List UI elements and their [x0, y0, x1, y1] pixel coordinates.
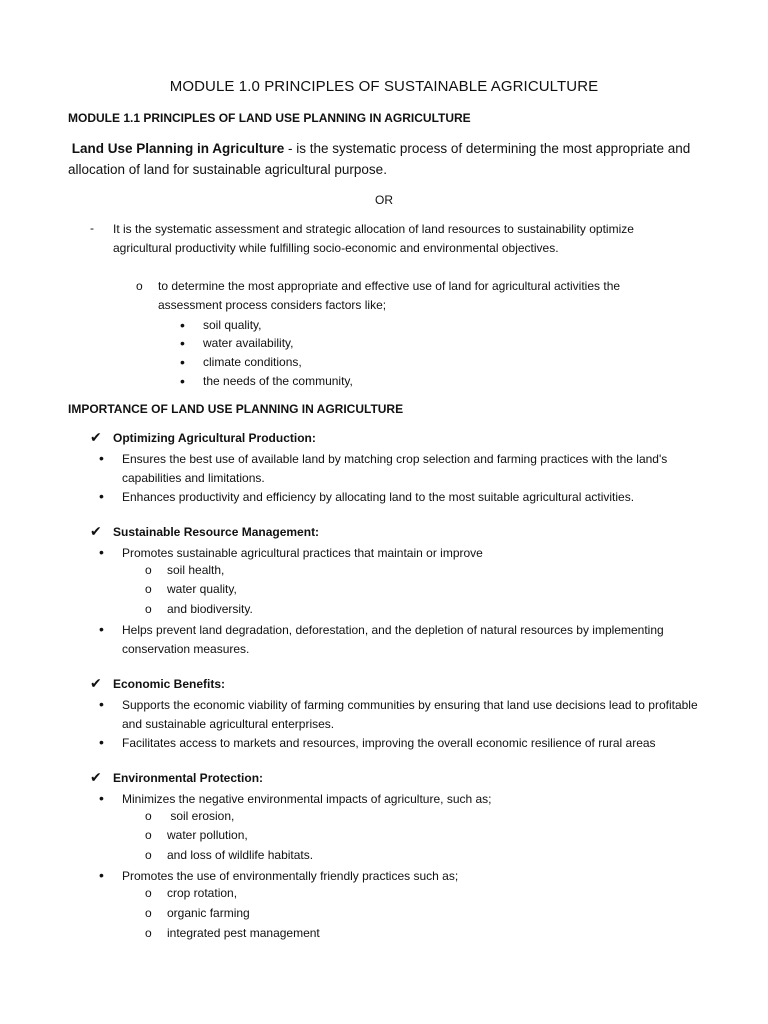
factor-item: climate conditions, [203, 355, 302, 369]
dash-item-text: It is the systematic assessment and strategic allocation of land resources to sustainability optimize agricultural productivity while fulfilling socio-economic and environmental objectives. [113, 222, 634, 255]
factor-item: soil quality, [203, 318, 262, 332]
bullet-icon: • [99, 488, 104, 504]
sub-bullet-marker: o [145, 602, 152, 616]
sub-bullet-text: soil erosion, [167, 809, 235, 823]
sub-item-text-1: to determine the most appropriate and effective use of land for agricultural activities the [158, 279, 621, 293]
bullet-icon: • [99, 790, 104, 806]
section-bullet-text: Ensures the best use of available land by matching crop selection and farming practices with the land's capabilities and limitations. [122, 452, 668, 485]
check-icon: ✔ [90, 769, 102, 785]
check-icon: ✔ [90, 523, 102, 539]
section-bullet-text: Promotes sustainable agricultural practices that maintain or improve [122, 546, 483, 560]
sub-bullet-marker: o [145, 563, 152, 577]
sub-bullet-text: water pollution, [167, 828, 248, 842]
sub-bullet-text: integrated pest management [167, 926, 320, 940]
section-heading: Sustainable Resource Management: [113, 525, 320, 539]
dash-marker: - [90, 221, 94, 235]
definition-term: Land Use Planning in Agriculture [71, 141, 285, 156]
definition-paragraph [68, 138, 708, 180]
bullet-icon: • [99, 867, 104, 883]
bullet-icon: • [99, 621, 104, 637]
section-heading: Environmental Protection: [113, 771, 264, 785]
factor-item: water availability, [203, 336, 294, 350]
sub-item-marker: o [136, 279, 143, 293]
sub-bullet-text: crop rotation, [167, 886, 238, 900]
sub-bullet-marker: o [145, 906, 152, 920]
sub-bullet-text: and biodiversity. [167, 602, 253, 616]
sub-bullet-text: soil health, [167, 563, 225, 577]
bullet-icon: • [180, 335, 185, 351]
section-heading: Economic Benefits: [113, 677, 226, 691]
sub-bullet-marker: o [145, 926, 152, 940]
section-bullet-text: Facilitates access to markets and resources, improving the overall economic resilience of rural areas [122, 736, 656, 750]
check-icon: ✔ [90, 429, 102, 445]
bullet-icon: • [99, 734, 104, 750]
sub-bullet-text: and loss of wildlife habitats. [167, 848, 314, 862]
sub-bullet-marker: o [145, 848, 152, 862]
bullet-icon: • [99, 544, 104, 560]
sub-bullet-marker: o [145, 582, 152, 596]
bullet-icon: • [99, 450, 104, 466]
or-separator: OR [375, 193, 393, 207]
importance-heading: IMPORTANCE OF LAND USE PLANNING IN AGRICULTURE [68, 402, 404, 416]
bullet-icon: • [180, 354, 185, 370]
section-bullet-text: Enhances productivity and efficiency by allocating land to the most suitable agricultural activities. [122, 490, 635, 504]
module-subtitle: MODULE 1.1 PRINCIPLES OF LAND USE PLANNING IN AGRICULTURE [68, 111, 471, 125]
sub-bullet-marker: o [145, 828, 152, 842]
sub-bullet-text: water quality, [167, 582, 237, 596]
sub-bullet-marker: o [145, 886, 152, 900]
check-icon: ✔ [90, 675, 102, 691]
section-heading: Optimizing Agricultural Production: [113, 431, 316, 445]
page-title: MODULE 1.0 PRINCIPLES OF SUSTAINABLE AGRICULTURE [169, 78, 599, 95]
section-bullet-text: Supports the economic viability of farming communities by ensuring that land use decisions lead to profitable and sustainable agricultural enterprises. [122, 698, 698, 731]
bullet-icon: • [180, 373, 185, 389]
definition-text-1: - is the systematic process of determining the most appropriate and [284, 141, 691, 156]
section-bullet-text: Helps prevent land degradation, deforestation, and the depletion of natural resources by implementing conservation measures. [122, 623, 664, 656]
sub-item-text-2: assessment process considers factors like; [158, 298, 387, 312]
section-bullet-text: Promotes the use of environmentally friendly practices such as; [122, 869, 459, 883]
section-bullet-text: Minimizes the negative environmental impacts of agriculture, such as; [122, 792, 492, 806]
bullet-icon: • [99, 696, 104, 712]
bullet-icon: • [180, 317, 185, 333]
factor-item: the needs of the community, [203, 374, 353, 388]
sub-bullet-marker: o [145, 809, 152, 823]
sub-bullet-text: organic farming [167, 906, 250, 920]
definition-text-2: allocation of land for sustainable agricultural purpose. [68, 162, 387, 177]
